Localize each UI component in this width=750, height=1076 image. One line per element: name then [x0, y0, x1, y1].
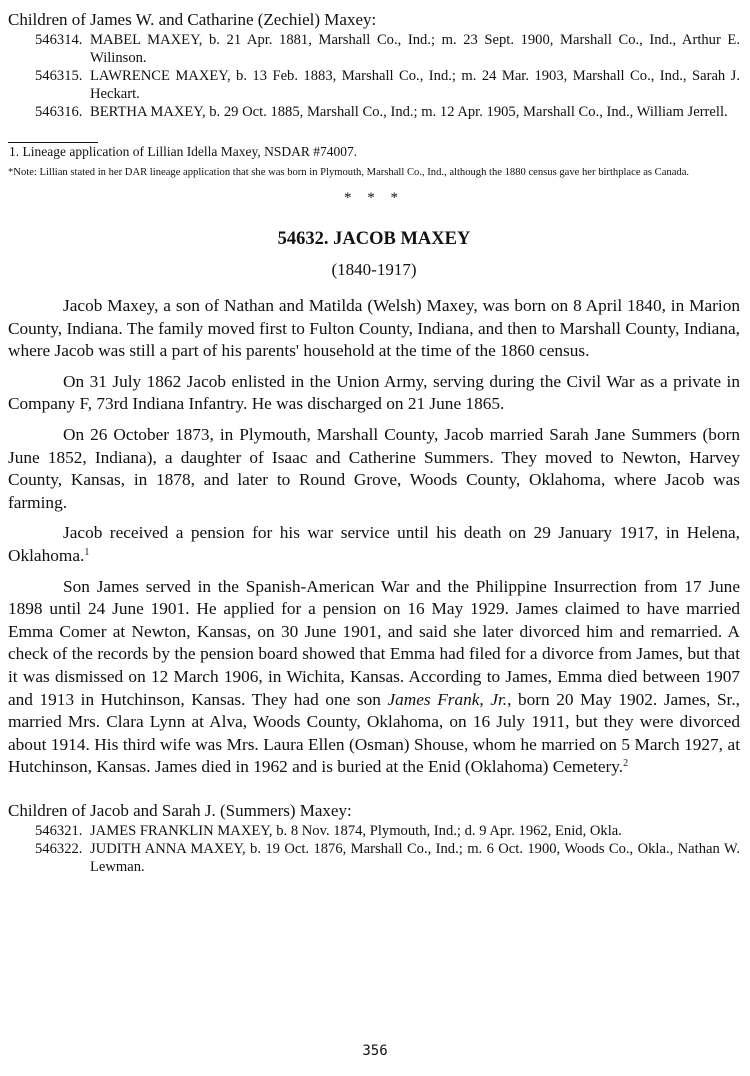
paragraph-marriage: On 26 October 1873, in Plymouth, Marshall County, Jacob married Sarah Jane Summers (born June 1852, Indiana), a daughter of Isaac and Catherine Summers. They moved to Newton, Harvey County, Kansas, in 1878, and later to Round Grove, Woods County, Oklahoma, where Jacob was farming. — [8, 424, 740, 512]
son-james-text-b: , born 20 May 1902. James, Sr., married Mrs. Clara Lynn at Alva, Woods County, Oklahoma, on 16 July 1911, but they were divorced about 1914. His third wife was Mrs. Laura Ellen (Osman) Shouse, whom he married on 5 March 1927, at Hutchinson, Kansas. James died in 1962 and is buried at the Enid (Oklahoma) Cemetery. — [8, 689, 740, 777]
footnote-ref-1: 1 — [84, 546, 90, 558]
entry-text: BERTHA MAXEY, b. 29 Oct. 1885, Marshall Co., Ind.; m. 12 Apr. 1905, Marshall Co., Ind., William Jerrell. — [90, 104, 728, 120]
document-page — [8, 10, 740, 876]
paragraph-military: On 31 July 1862 Jacob enlisted in the Union Army, serving during the Civil War as a private in Company F, 73rd Indiana Infantry. He was discharged on 21 June 1865. — [8, 371, 740, 414]
son-name-italic: James Frank, Jr. — [387, 689, 508, 709]
child-entry — [8, 840, 740, 876]
child-entry — [8, 103, 740, 121]
children-heading-james: Children of James W. and Catharine (Zechiel) Maxey: — [8, 10, 377, 29]
entry-text: JUDITH ANNA MAXEY, b. 19 Oct. 1876, Marshall Co., Ind.; m. 6 Oct. 1900, Woods Co., Okla., Nathan W. Lewman. — [90, 840, 740, 875]
entry-text: JAMES FRANKLIN MAXEY, b. 8 Nov. 1874, Plymouth, Ind.; d. 9 Apr. 1962, Enid, Okla. — [90, 822, 622, 839]
paragraph-birth: Jacob Maxey, a son of Nathan and Matilda (Welsh) Maxey, was born on 8 April 1840, in Marion County, Indiana. The family moved first to Fulton County, Indiana, and then to Marshall County, Indiana, where Jacob was still a part of his parents' household at the time of the 1860 census. — [8, 296, 740, 361]
footnote-divider — [8, 142, 98, 143]
child-entry — [8, 822, 740, 840]
entry-number: 546322. — [35, 840, 83, 857]
article-dates: (1840-1917) — [331, 260, 417, 279]
entry-number: 546316. — [35, 104, 83, 120]
children-list-james — [8, 31, 740, 121]
entry-text: LAWRENCE MAXEY, b. 13 Feb. 1883, Marshall Co., Ind.; m. 24 Mar. 1903, Marshall Co., Ind., Sarah J. Heckart. — [90, 68, 740, 102]
children-list-jacob — [8, 822, 740, 876]
entry-number: 546321. — [35, 822, 83, 839]
paragraph-son-james — [8, 576, 740, 779]
footnote-ref-2: 2 — [623, 758, 629, 770]
pension-text: Jacob received a pension for his war service until his death on 29 January 1917, in Helena, Oklahoma. — [8, 523, 740, 565]
paragraph-pension — [8, 522, 740, 567]
entry-number: 546315. — [35, 68, 83, 84]
article-title: 54632. JACOB MAXEY — [277, 229, 471, 249]
section-separator: * * * — [344, 190, 404, 206]
child-entry — [8, 67, 740, 103]
children-heading-jacob: Children of Jacob and Sarah J. (Summers) Maxey: — [8, 800, 352, 820]
entry-text: MABEL MAXEY, b. 21 Apr. 1881, Marshall Co., Ind.; m. 23 Sept. 1900, Marshall Co., Ind., Arthur E. Wilinson. — [90, 32, 740, 66]
son-james-text-a: Son James served in the Spanish-American War and the Philippine Insurrection from 17 June 1898 until 24 June 1901. He applied for a pension on 16 May 1929. James claimed to have married Emma Comer at Newton, Kansas, on 30 June 1901, and said she later divorced him and remarried. A check of the records by the pension board showed that Emma had filed for a divorce from James, but that it was dismissed on 12 March 1906, in Wichita, Kansas. According to James, Emma died between 1907 and 1913 in Hutchinson, Kansas. They had one son — [8, 576, 740, 709]
page-number: 356 — [362, 1043, 388, 1059]
footnote-1: 1. Lineage application of Lillian Idella Maxey, NSDAR #74007. — [9, 144, 358, 159]
entry-number: 546314. — [35, 32, 83, 48]
child-entry — [8, 31, 740, 67]
footnote-note: *Note: Lillian stated in her DAR lineage application that she was born in Plymouth, Marshall Co., Ind., although the 1880 census gave her birthplace as Canada. — [8, 167, 690, 178]
